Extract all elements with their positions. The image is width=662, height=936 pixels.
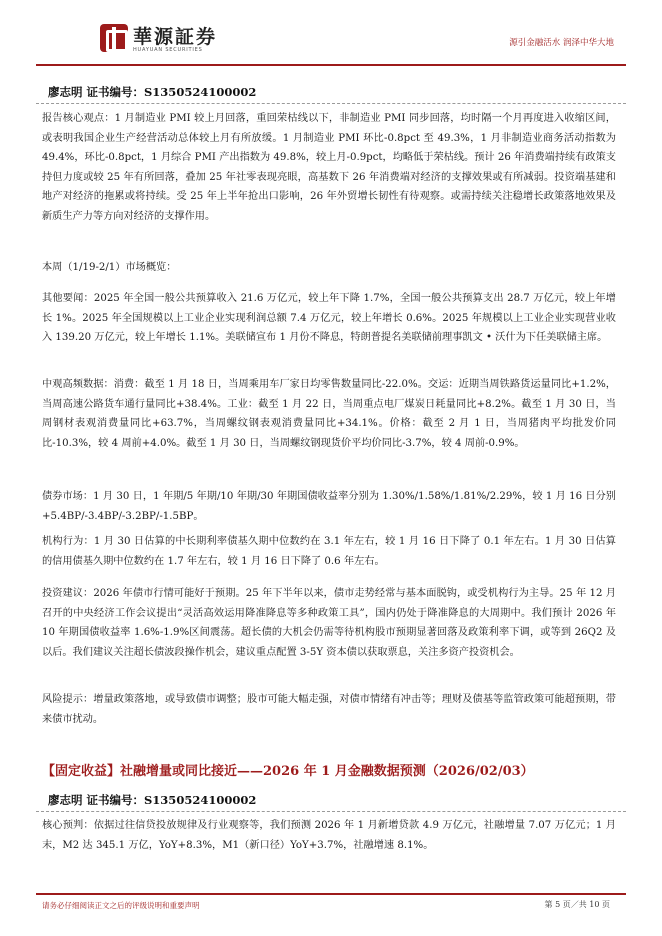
institution-behavior-paragraph: 机构行为：1 月 30 日估算的中长期利率债基久期中位数约在 3.1 年左右，较 1 月 16 日下降了 0.1 年左右。1 月 30 日估算的信用债基久期中位数约在 1.7 年左右，较 1 月 16 日下降了 0.6 年左右。 bbox=[42, 536, 616, 567]
section-title: 【固定收益】社融增量或同比接近——2026 年 1 月金融数据预测（2026/02/03） bbox=[42, 764, 534, 779]
section-author-certificate: 廖志明 证书编号：S1350524100002 bbox=[48, 793, 257, 807]
risk-warning-paragraph: 风险提示：增量政策落地，或导致债市调整；股市可能大幅走强，对债市情绪有冲击等；理财及债基等监管政策可能超预期，带来债市扰动。 bbox=[42, 694, 616, 725]
section-author-divider bbox=[36, 811, 626, 812]
logo-emblem-icon bbox=[100, 24, 128, 52]
core-views-paragraph: 报告核心观点：1 月制造业 PMI 较上月回落，重回荣枯线以下，非制造业 PMI 同步回落，均时隔一个月再度进入收缩区间，或表明我国企业生产经营活动总体较上月有所放缓。1 月制造业 PMI 环比-0.8pct 至 49.3%，1 月非制造业商务活动指数为 49.4%，环比-0.8pct，1 月综合 PMI 产出指数为 49.8%，较上月-0.9pct，均略低于荣枯线。预计 26 年消费端持续有政策支持但力度或较 25 年有所回落，叠加 25 年社零表现亮眼，高基数下 26 年消费端对经济的支撑效果或有所减弱。投资端基建和地产对经济的拖累或将持续。受 25 年上半年抢出口影响，26 年外贸增长韧性有待观察。或需持续关注稳增长政策落地效果及新质生产力等方向对经济的支撑作用。 bbox=[42, 113, 616, 222]
page-number: 第 5 页／共 10 页 bbox=[544, 900, 610, 909]
high-frequency-data-paragraph: 中观高频数据：消费：截至 1 月 18 日，当周乘用车厂家日均零售数量同比-22.0%。交运：近期当周铁路货运量同比+1.2%，当周高速公路货车通行量同比+38.4%。工业：截至 1 月 22 日，当周重点电厂煤炭日耗量同比+8.2%。截至 1 月 30 日，当周钢材表观消费量同比+63.7%，当周螺纹钢表观消费量同比+34.1%。价格：截至 2 月 1 日，当周猪肉平均批发价同比-10.3%，较 4 周前+4.0%。截至 1 月 30 日，当周螺纹钢现货价平均价同比-3.7%，较 4 周前-0.9%。 bbox=[42, 379, 616, 449]
market-overview-heading: 本周（1/19-2/1）市场概览： bbox=[42, 262, 177, 273]
footer-divider bbox=[36, 893, 626, 895]
bond-market-paragraph: 债券市场：1 月 30 日，1 年期/5 年期/10 年期/30 年期国债收益率分别为 1.30%/1.58%/1.81%/2.29%，较 1 月 16 日分别+5.4BP/-3.4BP/-3.2BP/-1.5BP。 bbox=[42, 491, 616, 522]
logo-text: 華源証券 bbox=[133, 26, 218, 48]
core-forecast-paragraph: 核心预判：依据过往信贷投放规律及行业观察等，我们预测 2026 年 1 月新增贷款 4.9 万亿元，社融增量 7.07 万亿元；1 月末，M2 达 345.1 万亿，YoY+8.3%，M1（新口径）YoY+3.7%，社融增速 8.1%。 bbox=[42, 820, 616, 851]
author-divider bbox=[36, 103, 626, 104]
report-header bbox=[0, 0, 662, 64]
header-divider bbox=[36, 64, 626, 66]
company-logo bbox=[100, 20, 218, 62]
logo-subtext: HUAYUAN SECURITIES bbox=[133, 47, 203, 53]
other-news-paragraph: 其他要闻：2025 年全国一般公共预算收入 21.6 万亿元，较上年下降 1.7%，全国一般公共预算支出 28.7 万亿元，较上年增长 1%。2025 年全国规模以上工业企业实现利润总额 7.4 万亿元，较上年增长 0.6%。2025 年规模以上工业企业实现营业收入 139.20 万亿元，较上年增长 1.1%。美联储宣布 1 月份不降息，特朗普提名美联储前理事凯文 • 沃什为下任美联储主席。 bbox=[42, 293, 616, 344]
company-slogan: 源引金融活水 润泽中华大地 bbox=[509, 38, 614, 48]
author-certificate: 廖志明 证书编号：S1350524100002 bbox=[48, 85, 257, 99]
footer-disclaimer: 请务必仔细阅读正文之后的评级说明和重要声明 bbox=[42, 901, 200, 910]
investment-advice-paragraph: 投资建议：2026 年债市行情可能好于预期。25 年下半年以来，债市走势经常与基本面脱钩，或受机构行为主导。25 年 12 月召开的中央经济工作会议提出“灵活高效运用降准降息等多种政策工具”，国内仍处于降准降息的大周期中。我们预计 2026 年 10 年期国债收益率 1.6%-1.9%区间震荡。超长债的大机会仍需等待机构股市预期显著回落及政策利率下调，或等到 26Q2 及以后。我们建议关注超长债波段操作机会，建议重点配置 3-5Y 资本债以获取票息，关注多资产投资机会。 bbox=[42, 588, 616, 658]
